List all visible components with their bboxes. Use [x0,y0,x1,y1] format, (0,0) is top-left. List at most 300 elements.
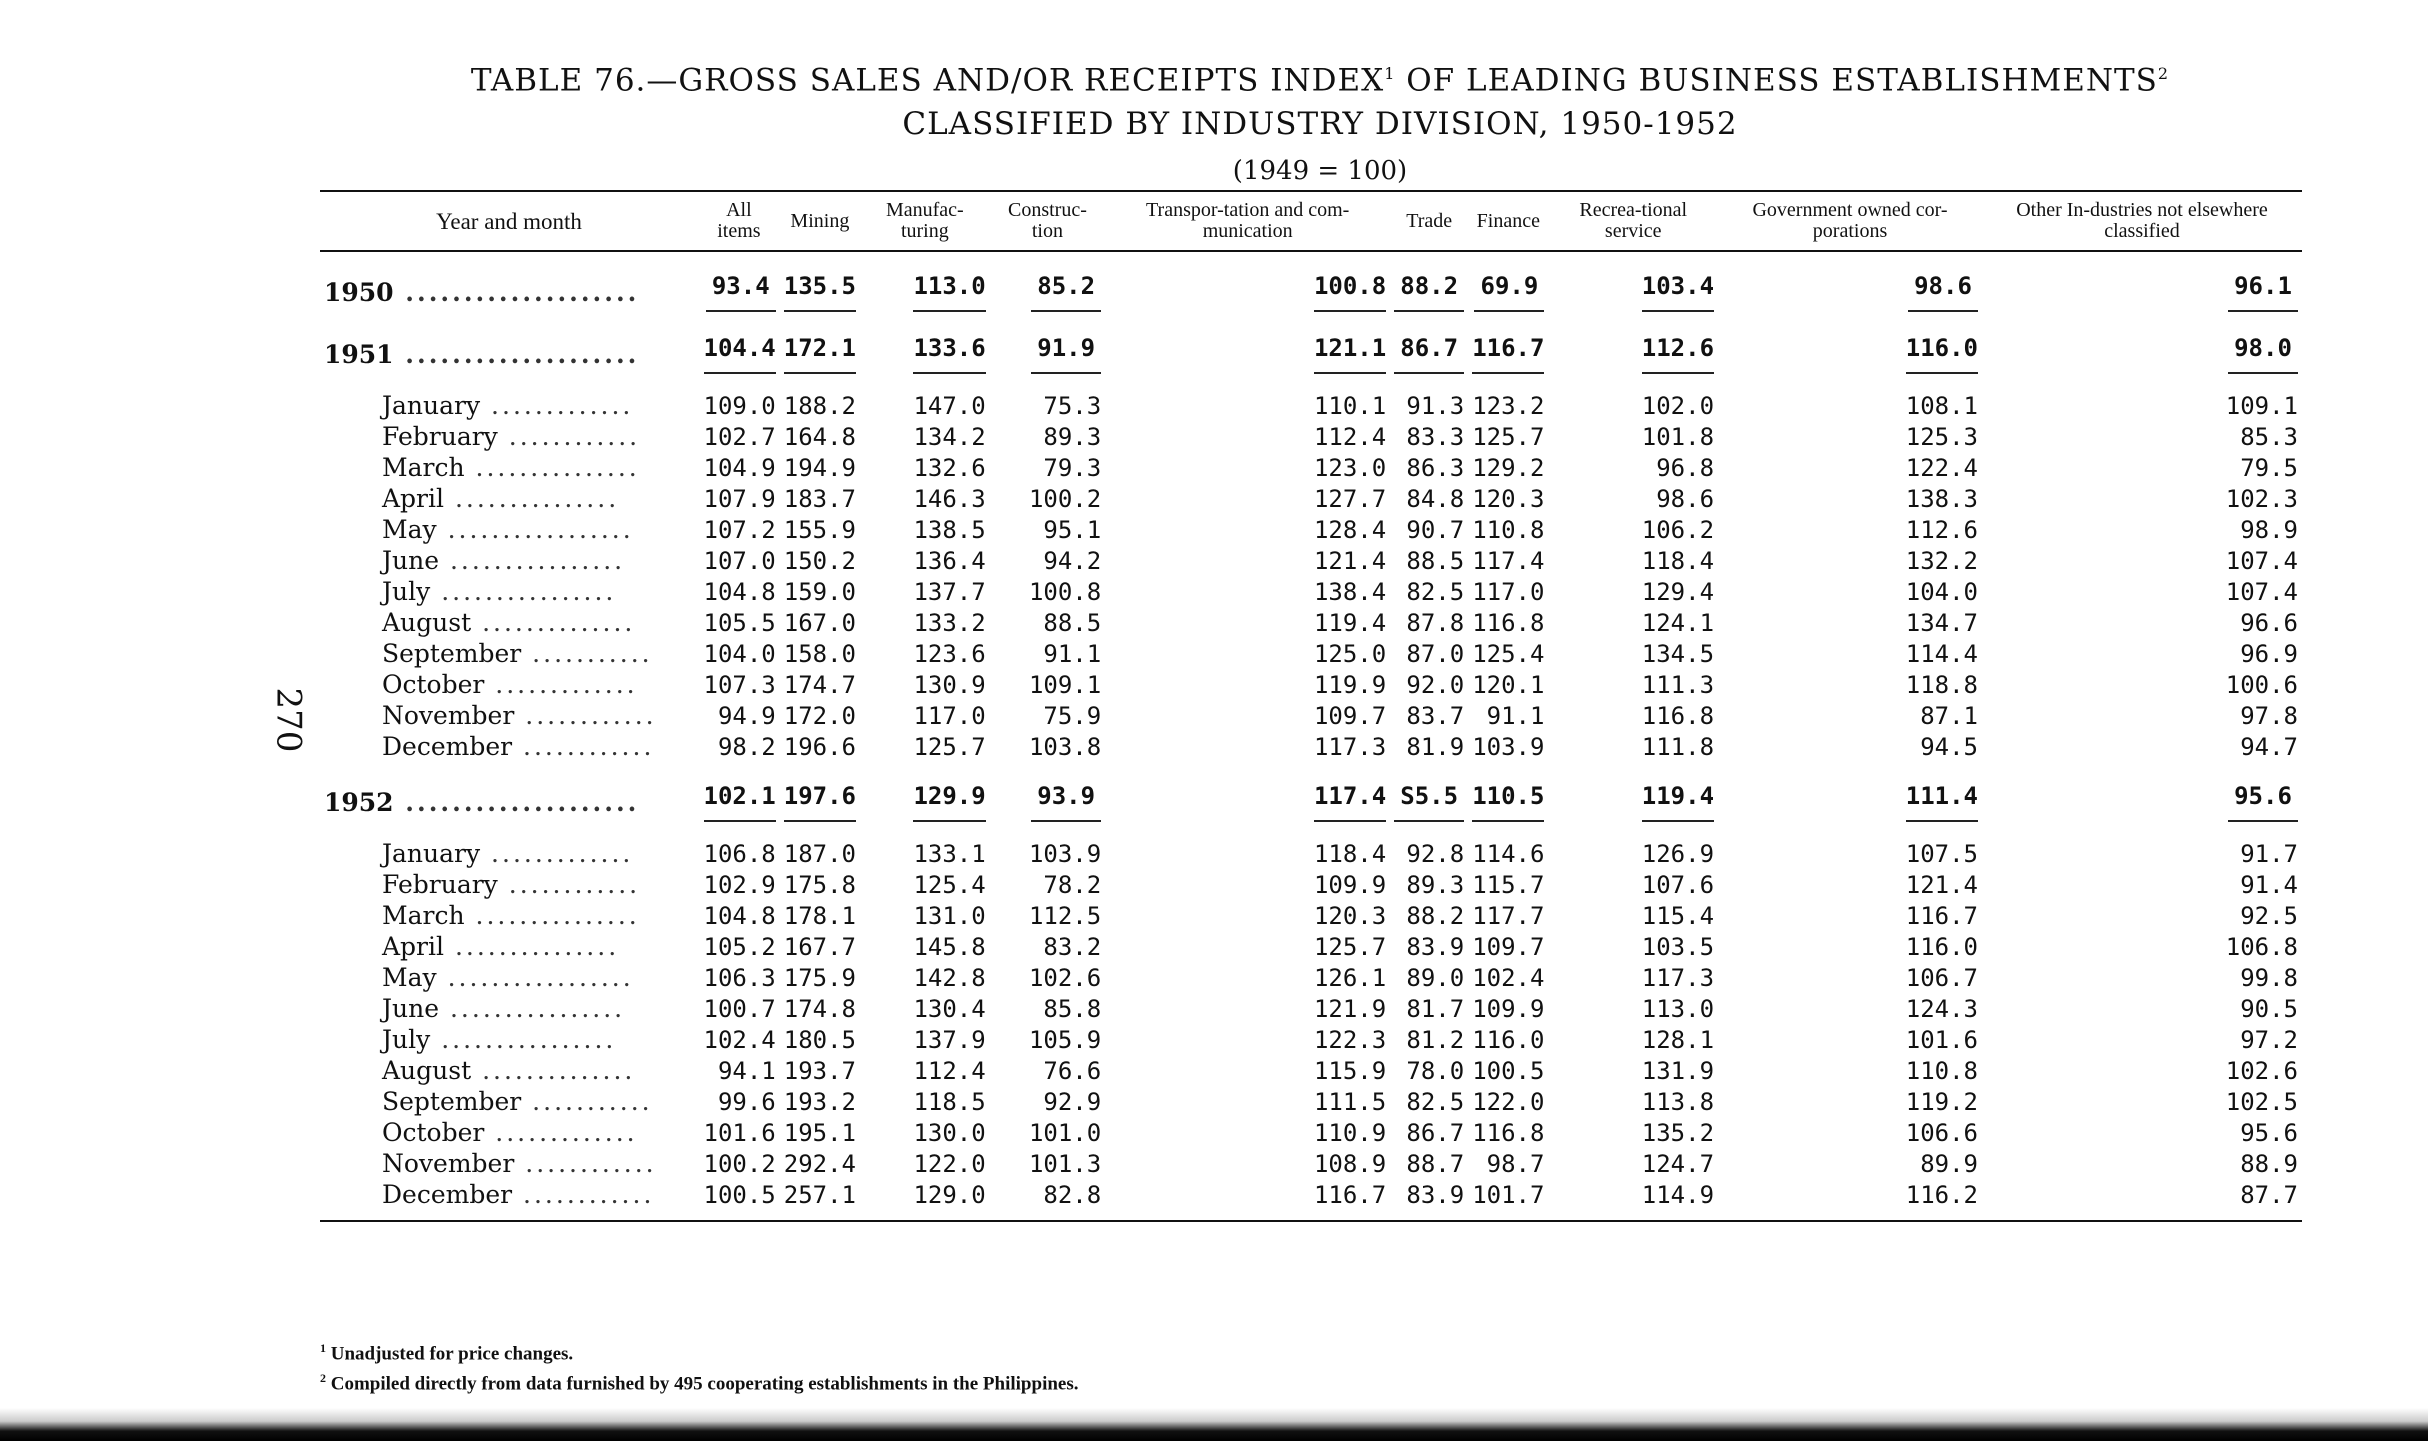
table-cell: 88.5 [1043,608,1102,637]
table-cell: 91.4 [2240,870,2298,899]
month-label: October ............. [382,670,638,699]
table-cell: 138.3 [1905,484,1978,513]
month-label: December ............ [382,1180,655,1209]
column-header: Recrea-tional service [1548,191,1718,251]
table-cell: 84.8 [1406,484,1465,513]
year-row [320,314,2302,376]
table-cell: 119.4 [1313,608,1387,637]
table-cell: 124.1 [1641,608,1715,637]
table-cell: 178.1 [783,901,856,930]
month-label: December ............ [382,732,655,761]
table-cell: 111.8 [1641,732,1715,761]
month-row [320,514,2302,545]
table-cell: 91.1 [1043,639,1102,668]
table-cell: 88.5 [1406,546,1465,575]
month-label: September ........... [382,639,653,668]
table-cell: 107.3 [703,670,776,699]
table-cell: 109.1 [1028,670,1102,699]
table-cell: 164.8 [783,422,856,451]
month-row [320,869,2302,900]
month-row [320,545,2302,576]
table-cell: 180.5 [783,1025,856,1054]
table-cell: 133.2 [913,608,986,637]
table-cell: 119.2 [1905,1087,1978,1116]
table-cell: 187.0 [783,839,856,868]
table-cell: 193.7 [783,1056,856,1085]
year-row [320,762,2302,824]
table-cell: 116.7 [1313,1180,1387,1209]
table-cell: 122.0 [1472,1087,1545,1116]
month-label: June ................ [382,546,626,575]
table-cell: 98.9 [2240,515,2298,544]
table-cell: 96.8 [1656,453,1715,482]
table-cell: 101.7 [1472,1180,1545,1209]
month-label: January ............. [382,391,634,420]
table-cell: 124.7 [1641,1149,1715,1178]
table-cell: 183.7 [783,484,856,513]
table-cell: 117.4 [1105,762,1390,824]
table-cell: 137.7 [913,577,986,606]
table-cell: 125.7 [913,732,986,761]
table-cell: 106.8 [2225,932,2298,961]
table-cell: 197.6 [780,762,860,824]
table-cell: 83.7 [1406,701,1465,730]
table-cell: 87.7 [2240,1180,2298,1209]
table-cell: 116.0 [1718,314,1982,376]
table-cell: 109.9 [1472,994,1545,1023]
table-cell: 113.0 [860,251,990,314]
table-cell: 111.4 [1718,762,1982,824]
table-cell: 101.6 [1905,1025,1978,1054]
table-cell: 81.9 [1406,732,1465,761]
table-cell: 167.0 [783,608,856,637]
table-cell: 129.2 [1472,453,1545,482]
table-cell: 93.9 [990,762,1106,824]
table-cell: 85.8 [1043,994,1102,1023]
table-cell: 116.2 [1905,1180,1978,1209]
table-cell: 98.6 [1656,484,1715,513]
table-cell: 128.4 [1313,515,1387,544]
table-cell: 87.8 [1406,608,1465,637]
table-cell: 107.2 [703,515,776,544]
table-cell: 129.9 [860,762,990,824]
year-row [320,251,2302,314]
table-cell: 112.6 [1548,314,1718,376]
table-cell: 104.8 [703,577,776,606]
table-cell: 126.9 [1641,839,1715,868]
table-cell: 89.3 [1043,422,1102,451]
table-cell: 133.6 [860,314,990,376]
table-cell: 81.7 [1406,994,1465,1023]
table-cell: 96.1 [1982,251,2302,314]
table-cell: 128.1 [1641,1025,1715,1054]
table-cell: 94.5 [1920,732,1978,761]
table-cell: 132.6 [913,453,986,482]
table-cell: 102.9 [703,870,776,899]
table-cell: 116.0 [1472,1025,1545,1054]
table-cell: 145.8 [913,932,986,961]
table-cell: 102.3 [2225,484,2298,513]
table-cell: 102.6 [2225,1056,2298,1085]
table-cell: 109.9 [1313,870,1387,899]
base-year-note: (1949 = 100) [1232,156,1408,187]
table-cell: 113.8 [1641,1087,1715,1116]
table-cell: 121.9 [1313,994,1387,1023]
table-cell: 106.7 [1905,963,1978,992]
table-cell: 175.9 [783,963,856,992]
table-cell: 125.3 [1905,422,1978,451]
scan-edge [0,1408,2428,1441]
table-cell: 98.6 [1718,251,1982,314]
table-cell: 76.6 [1043,1056,1102,1085]
table-cell: 107.9 [703,484,776,513]
table-cell: 102.4 [1472,963,1545,992]
table-cell: 105.5 [703,608,776,637]
table-cell: 292.4 [783,1149,856,1178]
month-label: November ............ [382,701,657,730]
month-row [320,1117,2302,1148]
month-label: January ............. [382,839,634,868]
table-cell: 118.5 [913,1087,986,1116]
table-cell: 100.5 [703,1180,776,1209]
table-cell: 120.1 [1472,670,1545,699]
page-number: 270 [268,687,309,753]
column-header: All items [698,191,780,251]
table-cell: 91.3 [1406,391,1465,420]
table-cell: 107.5 [1905,839,1978,868]
footnote-ref: 2 [2157,64,2170,83]
table-cell: 138.4 [1313,577,1387,606]
table-cell: 125.7 [1472,422,1545,451]
table-cell: 119.4 [1548,762,1718,824]
table-cell: 105.2 [703,932,776,961]
month-row [320,1179,2302,1210]
table-cell: 103.9 [1028,839,1102,868]
month-label: March ............... [382,453,640,482]
table-cell: 129.4 [1641,577,1715,606]
table-cell: 175.8 [783,870,856,899]
table-cell: 123.6 [913,639,986,668]
month-label: March ............... [382,901,640,930]
footnote-ref: 1 [1384,64,1396,83]
table-cell: 103.4 [1548,251,1718,314]
table-cell: 101.8 [1641,422,1715,451]
table-cell: 106.6 [1905,1118,1978,1147]
table-cell: 82.5 [1406,1087,1465,1116]
month-row [320,390,2302,421]
table-cell: 110.9 [1313,1118,1387,1147]
table-cell: 102.5 [2225,1087,2298,1116]
footnote-1: $^1$ Unadjusted for price changes. [320,1341,574,1365]
table-cell: 78.2 [1043,870,1102,899]
table-cell: 89.3 [1406,870,1465,899]
table-cell: 94.9 [717,701,776,730]
table-cell: 100.7 [703,994,776,1023]
table-cell: 102.7 [703,422,776,451]
table-cell: 122.3 [1313,1025,1387,1054]
column-header: Construc-tion [990,191,1106,251]
table-cell: 85.2 [990,251,1106,314]
month-label: May ................. [382,963,634,992]
month-label: October ............. [382,1118,638,1147]
month-label: June ................ [382,994,626,1023]
table-cell: 111.3 [1641,670,1715,699]
table-cell: 135.5 [780,251,860,314]
month-label: July ................ [382,1025,617,1054]
column-header: Transpor-tation and com-munication [1105,191,1390,251]
table-cell: 116.8 [1472,1118,1545,1147]
table-cell: 79.3 [1043,453,1102,482]
table-cell: 172.0 [783,701,856,730]
table-cell: 117.4 [1472,546,1545,575]
table-cell: 89.9 [1920,1149,1978,1178]
table-cell: 103.9 [1472,732,1545,761]
table-cell: 110.5 [1468,762,1548,824]
month-row [320,838,2302,869]
table-cell: 114.9 [1641,1180,1715,1209]
table-title-line-2: CLASSIFIED BY INDUSTRY DIVISION, 1950-1952 [902,106,1738,143]
table-cell: 137.9 [913,1025,986,1054]
table-cell: 106.8 [703,839,776,868]
table-cell: 122.0 [913,1149,986,1178]
table-cell: 112.5 [1028,901,1102,930]
table-cell: 101.0 [1028,1118,1102,1147]
table-title-block [320,52,2320,186]
table-cell: 131.9 [1641,1056,1715,1085]
table-cell: 106.3 [703,963,776,992]
table-cell: 188.2 [783,391,856,420]
table-cell: 105.9 [1028,1025,1102,1054]
table-cell: 134.7 [1905,608,1978,637]
table-cell: 104.0 [1905,577,1978,606]
month-row [320,931,2302,962]
table-cell: 95.6 [1982,762,2302,824]
month-row [320,483,2302,514]
table-cell: 89.0 [1406,963,1465,992]
table-cell: 104.8 [703,901,776,930]
table-cell: 86.3 [1406,453,1465,482]
table-cell: 88.9 [2240,1149,2298,1178]
table-cell: 81.2 [1406,1025,1465,1054]
table-cell: 116.0 [1905,932,1978,961]
table-cell: 193.2 [783,1087,856,1116]
table-cell: 95.1 [1043,515,1102,544]
table-cell: 172.1 [780,314,860,376]
table-cell: 95.6 [2240,1118,2298,1147]
table-cell: 102.6 [1028,963,1102,992]
table-cell: 107.6 [1641,870,1715,899]
table-cell: 118.8 [1905,670,1978,699]
table-cell: 142.8 [913,963,986,992]
table-cell: 111.5 [1313,1087,1387,1116]
table-cell: 107.4 [2225,577,2298,606]
month-row [320,452,2302,483]
table-cell: 130.4 [913,994,986,1023]
table-cell: 121.1 [1105,314,1390,376]
table-cell: 136.4 [913,546,986,575]
column-header: Manufac-turing [860,191,990,251]
table-cell: 134.5 [1641,639,1715,668]
table-cell: 114.4 [1905,639,1978,668]
table-cell: 100.6 [2225,670,2298,699]
table-cell: 98.2 [717,732,776,761]
table-cell: 103.8 [1028,732,1102,761]
table-cell: 155.9 [783,515,856,544]
table-cell: 133.1 [913,839,986,868]
table-cell: 103.5 [1641,932,1715,961]
month-label: November ............ [382,1149,657,1178]
table-cell: S5.5 [1390,762,1468,824]
table-cell: 69.9 [1468,251,1548,314]
table-cell: 122.4 [1905,453,1978,482]
table-cell: 91.9 [990,314,1106,376]
month-label: April ............... [382,932,620,961]
month-row [320,638,2302,669]
month-row [320,1055,2302,1086]
table-cell: 101.6 [703,1118,776,1147]
table-cell: 104.0 [703,639,776,668]
table-cell: 159.0 [783,577,856,606]
table-cell: 121.4 [1905,870,1978,899]
table-cell: 150.2 [783,546,856,575]
table-cell: 131.0 [913,901,986,930]
table-cell: 87.0 [1406,639,1465,668]
table-title-line-1: TABLE 76.—GROSS SALES AND/OR RECEIPTS INDEX$^1$ OF LEADING BUSINESS ESTABLISHMENTS$^2$ [470,62,2170,99]
table-cell: 94.7 [2240,732,2298,761]
table-cell: 109.7 [1472,932,1545,961]
table-cell: 123.2 [1472,391,1545,420]
table-cell: 86.7 [1406,1118,1465,1147]
column-header: Year and month [320,191,698,251]
table-cell: 83.3 [1406,422,1465,451]
table-cell: 194.9 [783,453,856,482]
table-cell: 123.0 [1313,453,1387,482]
column-header: Mining [780,191,860,251]
column-header: Other In-dustries not elsewhere classified [1982,191,2302,251]
table-cell: 124.3 [1905,994,1978,1023]
table-cell: 125.4 [1472,639,1545,668]
table-cell: 87.1 [1920,701,1978,730]
month-row [320,962,2302,993]
table-cell: 91.1 [1486,701,1545,730]
table-cell: 118.4 [1313,839,1387,868]
table-cell: 117.0 [913,701,986,730]
month-row [320,669,2302,700]
table-cell: 88.2 [1390,251,1468,314]
table-cell: 104.9 [703,453,776,482]
table-cell: 75.3 [1043,391,1102,420]
table-cell: 99.6 [717,1087,776,1116]
table-cell: 117.0 [1472,577,1545,606]
year-label: 1950 .................... [324,277,640,307]
table-cell: 104.4 [698,314,780,376]
month-label: September ........... [382,1087,653,1116]
year-label: 1951 .................... [324,339,640,369]
table-cell: 125.0 [1313,639,1387,668]
month-row [320,1148,2302,1179]
table-cell: 79.5 [2240,453,2298,482]
table-cell: 121.4 [1313,546,1387,575]
table-cell: 107.0 [703,546,776,575]
table-cell: 102.4 [703,1025,776,1054]
table-cell: 92.5 [2240,901,2298,930]
table-cell: 90.5 [2240,994,2298,1023]
table-cell: 100.2 [703,1149,776,1178]
table-cell: 100.2 [1028,484,1102,513]
table-cell: 135.2 [1641,1118,1715,1147]
month-row [320,1086,2302,1117]
table-cell: 174.7 [783,670,856,699]
table-cell: 115.4 [1641,901,1715,930]
table-cell: 88.7 [1406,1149,1465,1178]
table-cell: 97.2 [2240,1025,2298,1054]
table-cell: 130.9 [913,670,986,699]
table-cell: 109.7 [1313,701,1387,730]
table-cell: 147.0 [913,391,986,420]
table-cell: 130.0 [913,1118,986,1147]
table-cell: 99.8 [2240,963,2298,992]
table-cell: 110.8 [1905,1056,1978,1085]
table-cell: 174.8 [783,994,856,1023]
table-cell: 134.2 [913,422,986,451]
table-cell: 146.3 [913,484,986,513]
table-cell: 75.9 [1043,701,1102,730]
month-row [320,1024,2302,1055]
table-cell: 117.7 [1472,901,1545,930]
table-cell: 115.7 [1472,870,1545,899]
table-cell: 120.3 [1472,484,1545,513]
column-header: Finance [1468,191,1548,251]
table-cell: 98.0 [1982,314,2302,376]
table-cell: 120.3 [1313,901,1387,930]
table-cell: 90.7 [1406,515,1465,544]
table-cell: 129.0 [913,1180,986,1209]
table-cell: 126.1 [1313,963,1387,992]
table-body [320,251,2302,1221]
table-cell: 127.7 [1313,484,1387,513]
month-row [320,700,2302,731]
table-cell: 78.0 [1406,1056,1465,1085]
table-cell: 94.1 [717,1056,776,1085]
table-cell: 116.8 [1472,608,1545,637]
table-cell: 92.9 [1043,1087,1102,1116]
table-cell: 109.0 [703,391,776,420]
table-cell: 100.5 [1472,1056,1545,1085]
table-cell: 83.2 [1043,932,1102,961]
column-header: Government owned cor-porations [1718,191,1982,251]
table-cell: 100.8 [1105,251,1390,314]
table-cell: 108.9 [1313,1149,1387,1178]
table-cell: 85.3 [2240,422,2298,451]
table-cell: 110.8 [1472,515,1545,544]
column-header-row [320,191,2302,251]
table-cell: 116.8 [1641,701,1715,730]
table-cell: 91.7 [2240,839,2298,868]
table-cell: 108.1 [1905,391,1978,420]
table-cell: 117.3 [1641,963,1715,992]
column-header: Trade [1390,191,1468,251]
table-cell: 101.3 [1028,1149,1102,1178]
table-cell: 110.1 [1313,391,1387,420]
month-row [320,576,2302,607]
table-cell: 115.9 [1313,1056,1387,1085]
table-cell: 86.7 [1390,314,1468,376]
table-cell: 96.6 [2240,608,2298,637]
table-cell: 100.8 [1028,577,1102,606]
table-cell: 158.0 [783,639,856,668]
footnotes [320,1336,1079,1397]
table-cell: 102.1 [698,762,780,824]
